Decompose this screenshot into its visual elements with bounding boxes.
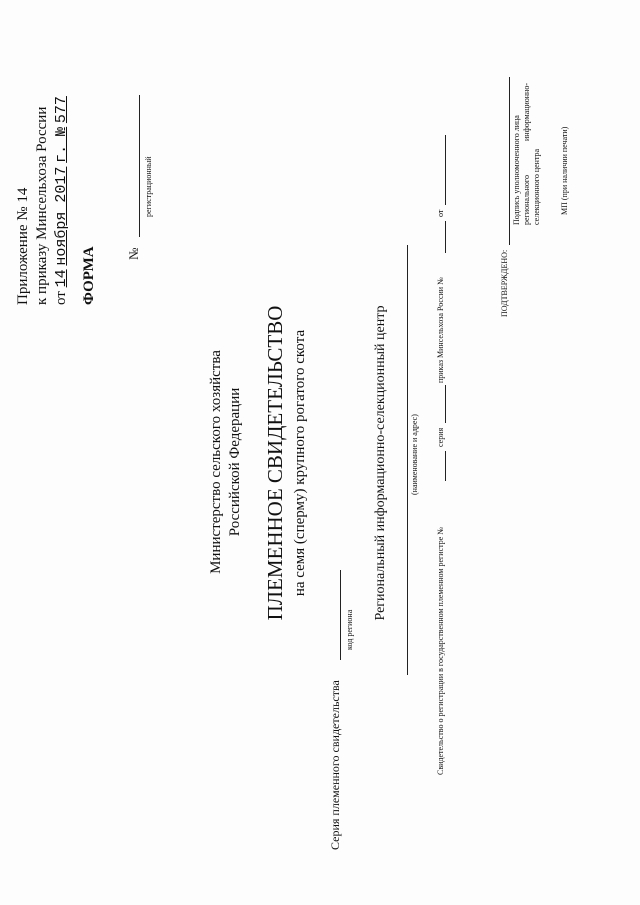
center-address-line xyxy=(407,245,408,675)
registration-caption: регистрационный xyxy=(144,156,153,217)
certificate-subtitle: на семя (сперму) крупного рогатого скота xyxy=(292,329,308,597)
registration-number-line xyxy=(139,95,140,237)
registry-date-line xyxy=(445,135,446,205)
ministry-block xyxy=(207,327,245,597)
registration-number-sign: № xyxy=(126,247,141,260)
series-code-caption: код региона xyxy=(345,609,354,650)
registry-text2: приказ Минсельхоза России № xyxy=(436,277,445,383)
signature-caption-line1: Подпись уполномоченного лица xyxy=(512,115,521,225)
signature-caption-line3: селекционного центра xyxy=(532,148,541,225)
series-code-line xyxy=(340,570,341,660)
registry-series-line xyxy=(445,385,446,423)
signature-line xyxy=(509,77,510,245)
signature-caption-line2: регионального информационно- xyxy=(522,82,531,225)
signature-caption xyxy=(512,83,542,225)
appendix-date: от 14 ноября 2017 г. № 577 xyxy=(53,96,70,305)
stamp-caption: МП (при наличии печати) xyxy=(560,126,569,215)
center-name: Региональный информационно-селекционный центр xyxy=(373,305,388,621)
registry-from: от xyxy=(436,209,445,217)
appendix-title: Приложение № 14 xyxy=(15,187,31,305)
certificate-title: ПЛЕМЕННОЕ СВИДЕТЕЛЬСТВО xyxy=(263,305,287,621)
confirmed-label: ПОДТВЕРЖДЕНО: xyxy=(500,249,509,317)
form-label: ФОРМА xyxy=(81,246,97,305)
registry-number-line xyxy=(445,451,446,481)
appendix-date-month: ноября 2017 xyxy=(53,166,70,266)
appendix-date-day: 14 xyxy=(53,269,70,288)
center-caption: (наименование и адрес) xyxy=(410,414,419,495)
series-label: Серия племенного свидетельства xyxy=(328,680,342,850)
appendix-order-number: 577 xyxy=(53,96,70,124)
appendix-block xyxy=(14,96,71,305)
ministry-line1: Министерство сельского хозяйства xyxy=(208,350,224,574)
ministry-line2: Российской Федерации xyxy=(227,387,243,537)
registry-series-word: серия xyxy=(436,427,445,447)
registry-text1: Свидетельство о регистрации в государственном племенном регистре № xyxy=(436,527,445,775)
registry-order-line xyxy=(445,221,446,253)
appendix-date-suffix: г. № xyxy=(53,126,70,163)
appendix-order: к приказу Минсельхоза России xyxy=(34,106,50,305)
